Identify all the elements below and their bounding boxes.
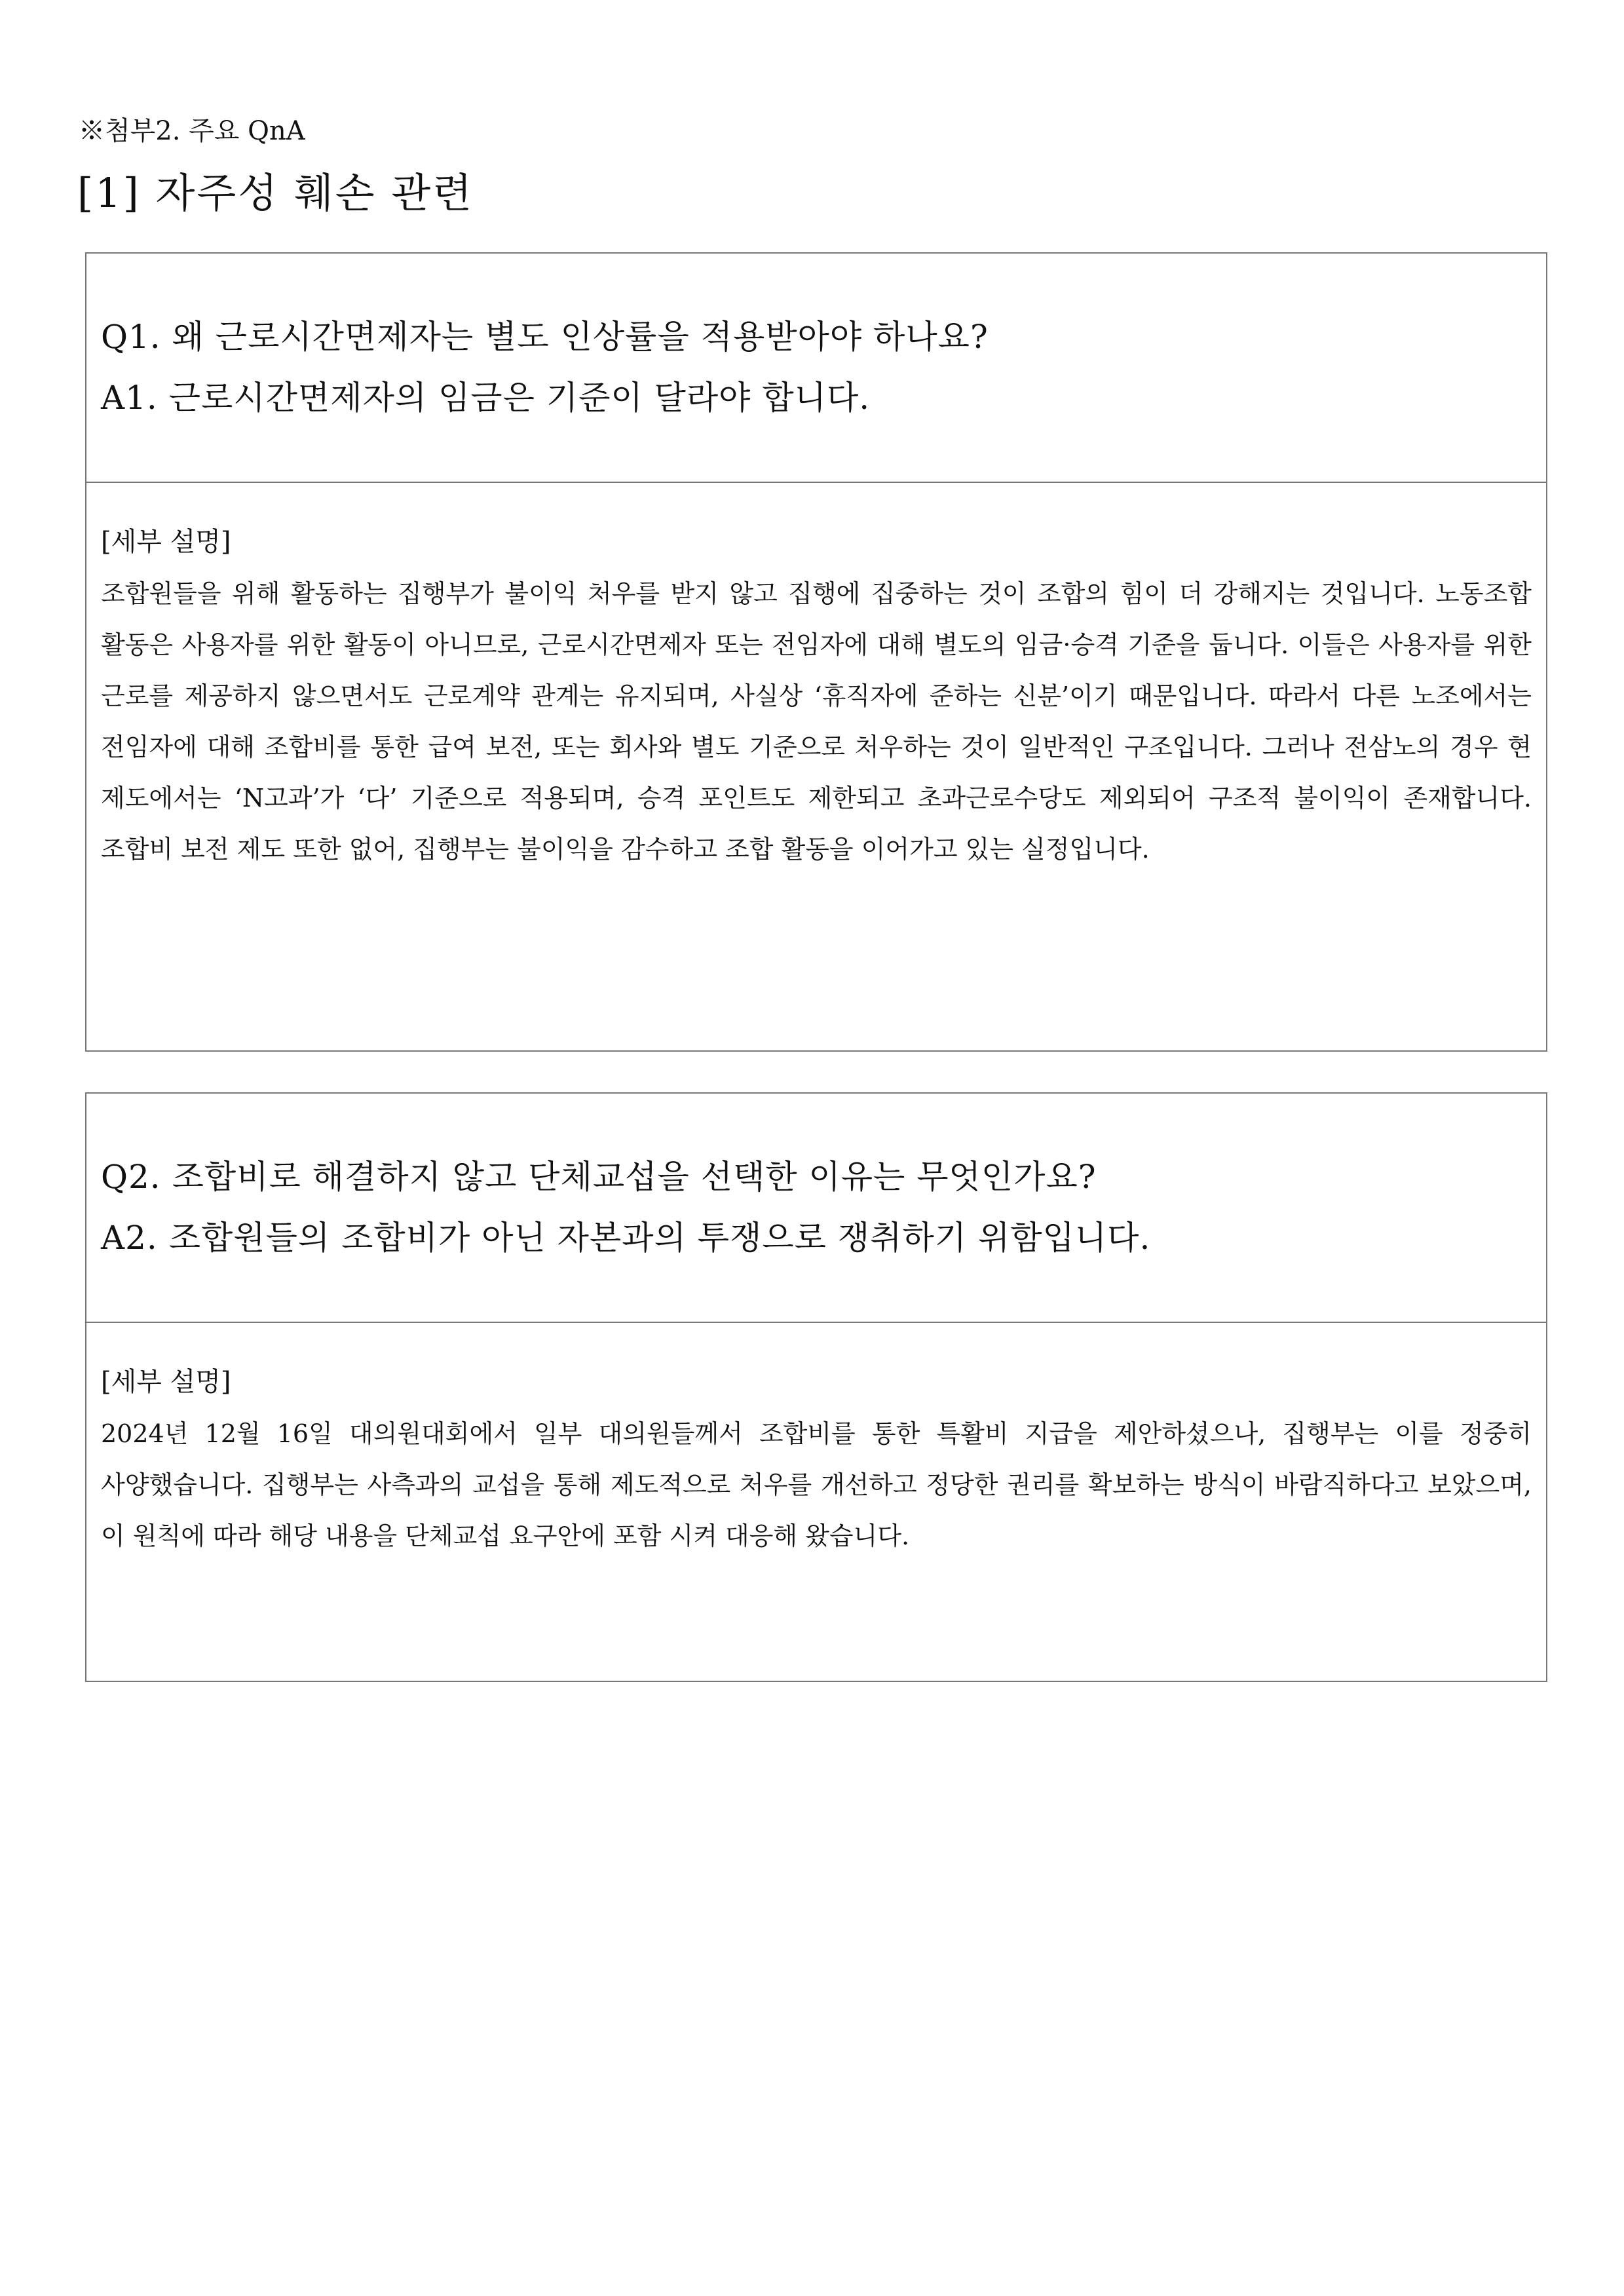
- question-text: Q2. 조합비로 해결하지 않고 단체교섭을 선택한 이유는 무엇인가요?: [101, 1158, 1097, 1196]
- detail-section: [101, 489, 1532, 875]
- section-title: [1] 자주성 훼손 관련: [77, 169, 474, 217]
- qa-header: [86, 254, 1546, 483]
- answer-text: A1. 근로시간면제자의 임금은 기준이 달라야 합니다.: [101, 379, 871, 417]
- qa-header: [86, 1094, 1546, 1323]
- detail-paragraph: 조합원들을 위해 활동하는 집행부가 불이익 처우를 받지 않고 집행에 집중하는 것이 조합의 힘이 더 강해지는 것입니다. 노동조합 활동은 사용자를 위한 활동이 아니므로, 근로시간면제자 또는 전임자에 대해 별도의 임금·승격 기준을 둡니다. 이들은 사용자를 위한 근로를 제공하지 않으면서도 근로계약 관계는 유지되며, 사실상 ‘휴직자에 준하는 신분’이기 때문입니다. 따라서 다른 노조에서는 전임자에 대해 조합비를 통한 급여 보전, 또는 회사와 별도 기준으로 처우하는 것이 일반적인 구조입니다. 그러나 전삼노의 경우 현 제도에서는 ‘N고과’가 ‘다’ 기준으로 적용되며, 승격 포인트도 제한되고 초과근로수당도 제외되어 구조적 불이익이 존재합니다. 조합비 보전 제도 또한 없어, 집행부는 불이익을 감수하고 조합 활동을 이어가고 있는 실정입니다.: [101, 579, 1532, 864]
- detail-label: [세부 설명]: [101, 527, 231, 557]
- qa-box-2: [85, 1092, 1547, 1682]
- detail-section: [101, 1330, 1532, 1561]
- qa-box-1: [85, 252, 1547, 1052]
- question-text: Q1. 왜 근로시간면제자는 별도 인상률을 적용받아야 하나요?: [101, 318, 989, 356]
- detail-label: [세부 설명]: [101, 1367, 231, 1397]
- detail-paragraph: 2024년 12월 16일 대의원대회에서 일부 대의원들께서 조합비를 통한 특활비 지급을 제안하셨으나, 집행부는 이를 정중히 사양했습니다. 집행부는 사측과의 교섭을 통해 제도적으로 처우를 개선하고 정당한 권리를 확보하는 방식이 바람직하다고 보았으며, 이 원칙에 따라 해당 내용을 단체교섭 요구안에 포함 시켜 대응해 왔습니다.: [101, 1419, 1532, 1550]
- answer-text: A2. 조합원들의 조합비가 아닌 자본과의 투쟁으로 쟁취하기 위함입니다.: [101, 1219, 1151, 1257]
- attachment-label: ※첨부2. 주요 QnA: [79, 116, 305, 146]
